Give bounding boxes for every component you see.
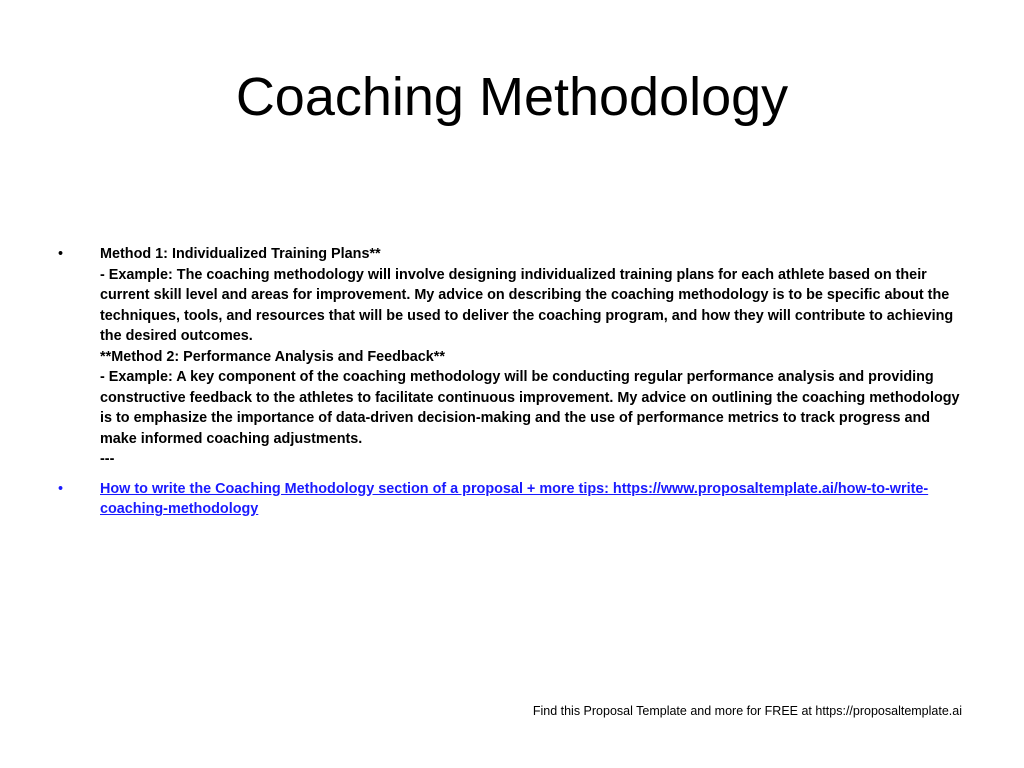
method-1-heading: Method 1: Individualized Training Plans** bbox=[100, 246, 381, 262]
bullet-point-icon: • bbox=[58, 246, 64, 262]
method-1-example: - Example: The coaching methodology will involve designing individualized training plans for each athlete based on their current skill level and areas for improvement. My advice on describing the coaching methodology is to be specific about the techniques, tools, and resources that will be used to deliver the coaching program, and how they will contribute to achieving the desired outcomes. bbox=[100, 266, 954, 344]
slide-content bbox=[58, 244, 968, 520]
method-2-heading: **Method 2: Performance Analysis and Feedback** bbox=[100, 348, 445, 365]
slide-title: Coaching Methodology bbox=[235, 67, 789, 127]
bullet-item-link bbox=[58, 479, 968, 520]
footer-text: Find this Proposal Template and more for FREE at https://proposaltemplate.ai bbox=[532, 704, 962, 718]
method-2-example: - Example: A key component of the coaching methodology will be conducting regular performance analysis and providing constructive feedback to the athletes to facilitate continuous improvement. My advice on outlining the coaching methodology is to emphasize the importance of data-driven decision-making and the use of performance metrics to track progress and make informed coaching adjustments. bbox=[100, 369, 960, 447]
section-separator: --- bbox=[100, 451, 115, 467]
bullet-item-methods bbox=[58, 244, 968, 470]
bullet-point-icon: • bbox=[58, 480, 64, 497]
proposal-tips-link[interactable]: How to write the Coaching Methodology section of a proposal + more tips: https://www.proposaltemplate.ai/how-to-write-coaching-methodology bbox=[100, 480, 929, 517]
